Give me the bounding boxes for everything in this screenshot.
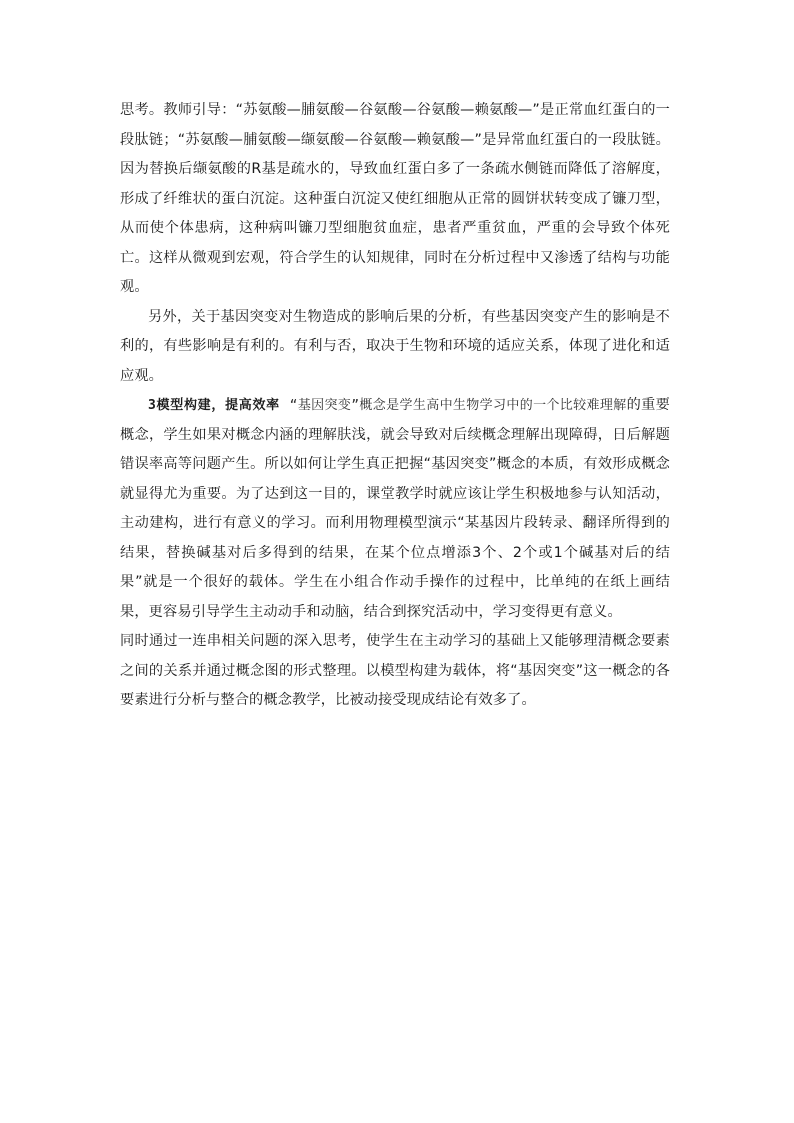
body-text [120,96,670,716]
paragraph-hemoglobin-analysis: 思考。教师引导：“苏氨酸—脯氨酸—谷氨酸—谷氨酸—赖氨酸—”是正常血红蛋白的一段肽链；“苏氨酸—脯氨酸—缬氨酸—谷氨酸—赖氨酸—”是异常血红蛋白的一段肽链。因为替换后缬氨酸的R基是疏水的，导致血红蛋白多了一条疏水侧链而降低了溶解度，形成了纤维状的蛋白沉淀。这种蛋白沉淀又使红细胞从正常的圆饼状转变成了镰刀型，从而使个体患病，这种病叫镰刀型细胞贫血症，患者严重贫血，严重的会导致个体死亡。这样从微观到宏观，符合学生的认知规律，同时在分析过程中又渗透了结构与功能观。 [120,102,670,295]
section-body-text: 的重要概念，学生如果对概念内涵的理解肤浅，就会导致对后续概念理解出现障碍，日后解题错误率高等问题产生。所以如何让学生真正把握“基因突变”概念的本质，有效形成概念就显得尤为重要。为了达到这一目的，课堂教学时就应该让学生积极地参与认知活动，主动建构，进行有意义的学习。而利用物理模型演示“某基因片段转录、翻译所得到的结果，替换碱基对后多得到的结果，在某个位点增添3个、2个或1个碱基对后的结果”就是一个很好的载体。学生在小组合作动手操作的过程中，比单纯的在纸上画结果，更容易引导学生主动动手和动脑，结合到探究活动中，学习变得更有意义。 [120,397,671,620]
section-lead-text: “基因突变”概念是学生高中生物学习中的一个比较难理解 [289,398,627,413]
section-heading: 3模型构建，提高效率 [148,398,280,413]
paragraph-concept-map: 同时通过一连串相关问题的深入思考，使学生在主动学习的基础上又能够理清概念要素之间的关系并通过概念图的形式整理。以模型构建为载体，将“基因突变”这一概念的各要素进行分析与整合的概念教学，比被动接受现成结论有效多了。 [120,633,670,708]
paragraph-mutation-effects: 另外，关于基因突变对生物造成的影响后果的分析，有些基因突变产生的影响是不利的，有些影响是有利的。有利与否，取决于生物和环境的适应关系，体现了进化和适应观。 [120,308,670,384]
paragraph-model-building [120,391,670,627]
